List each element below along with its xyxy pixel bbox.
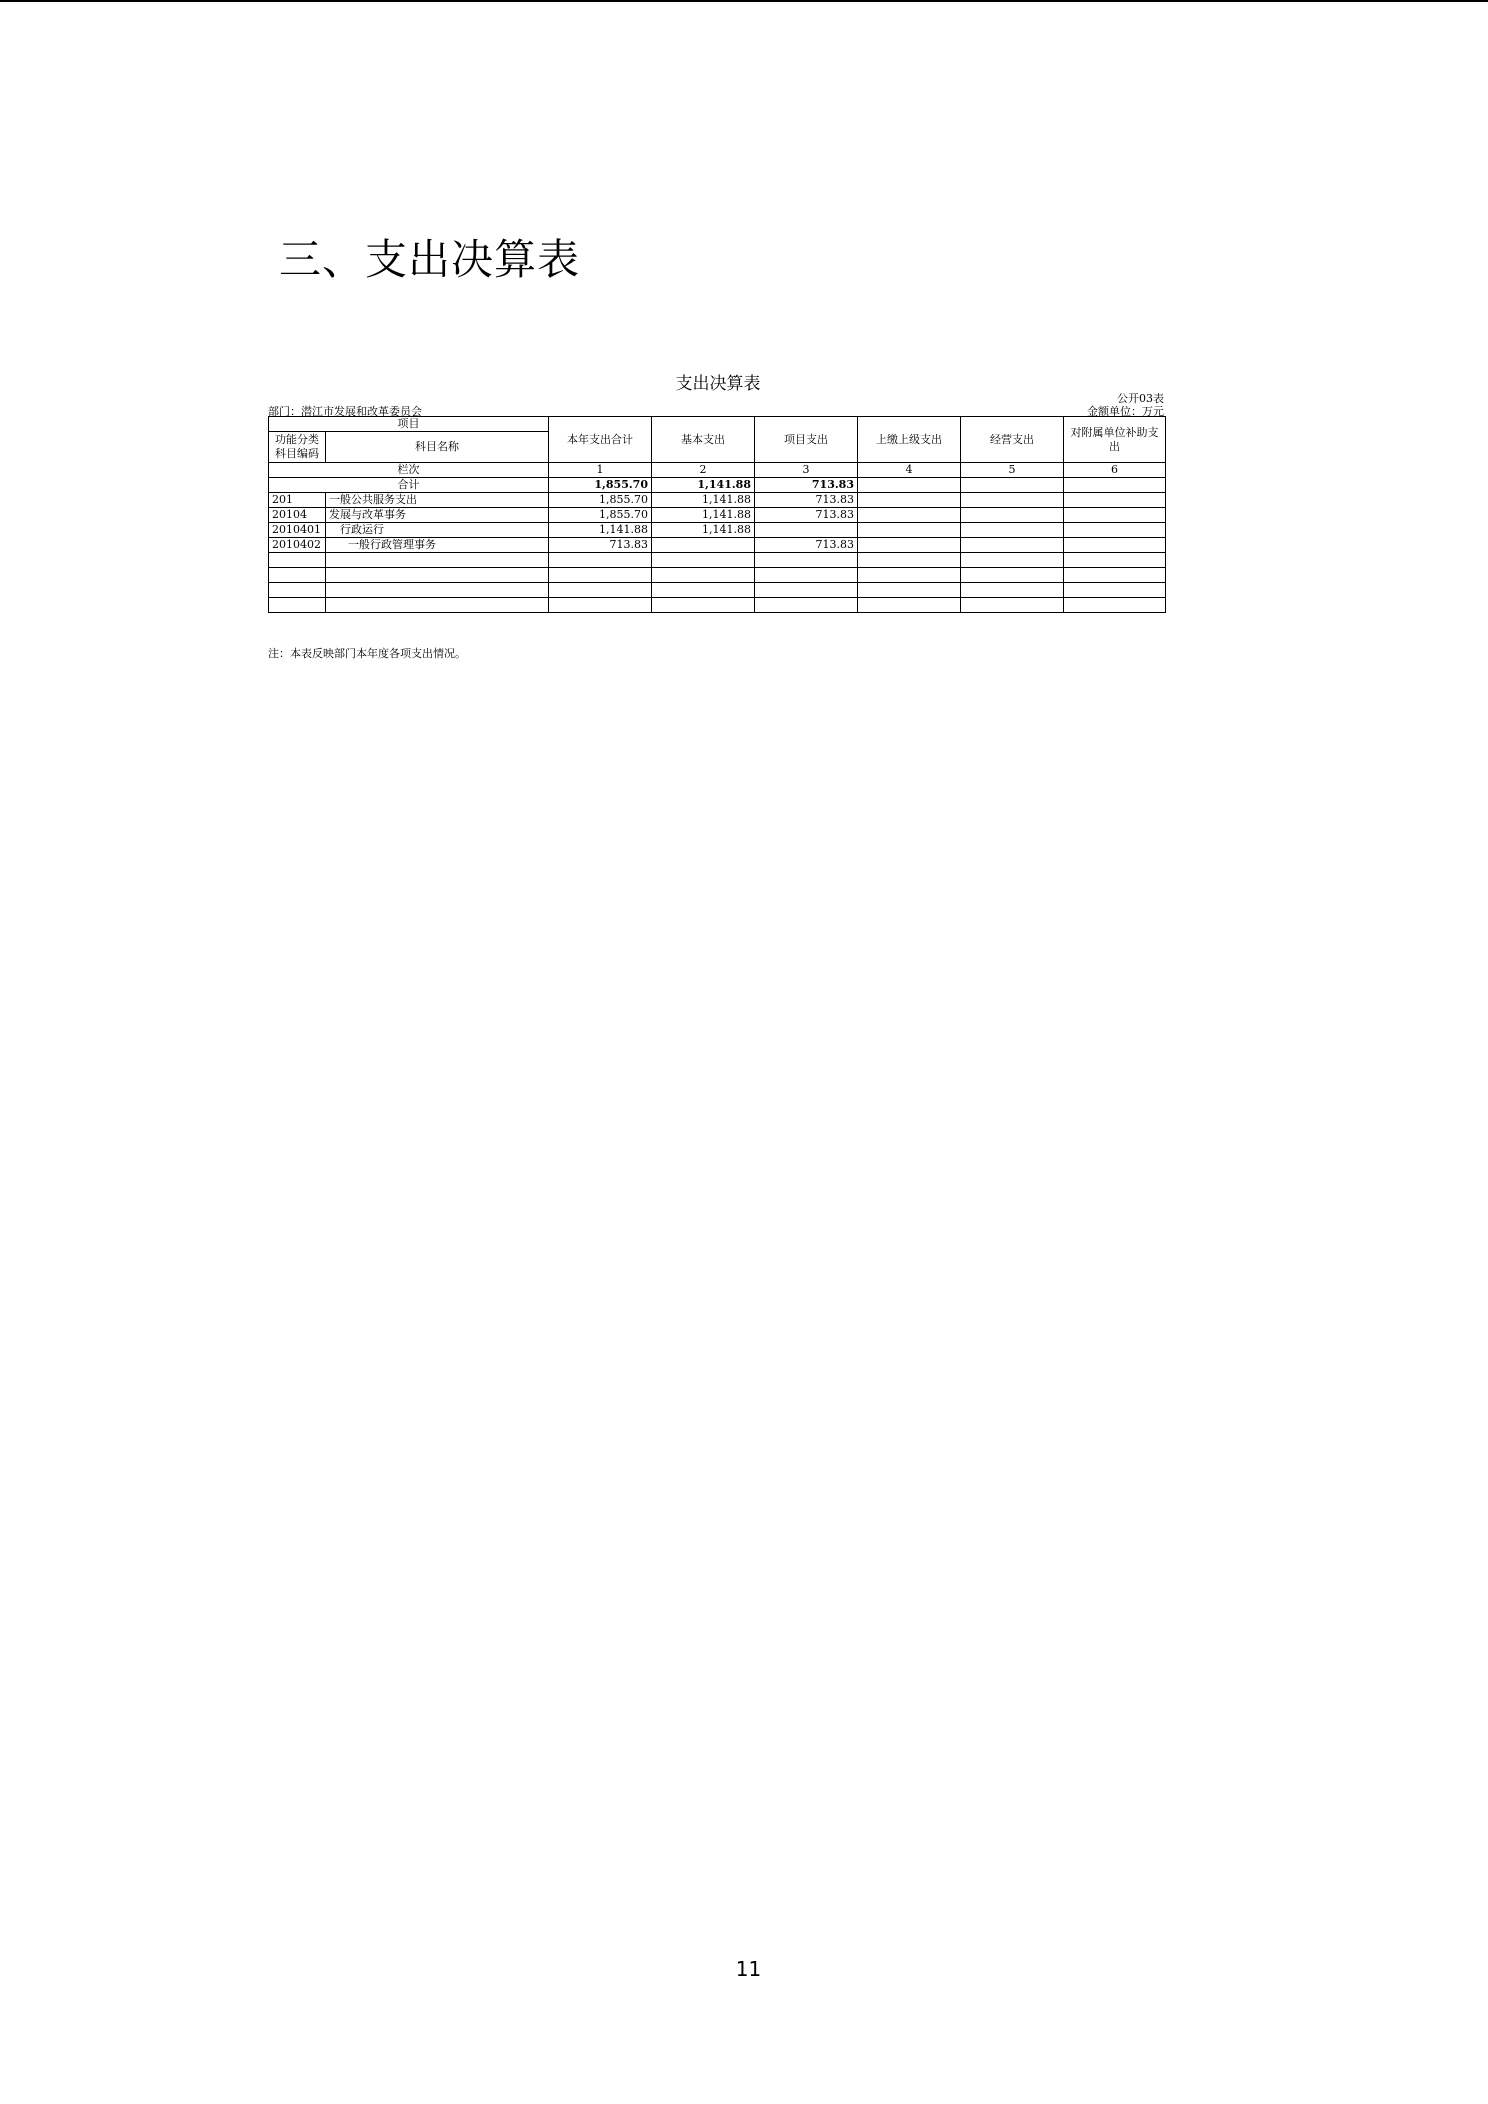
row-cell: 713.83 [755,508,858,523]
table-row [269,523,1166,538]
header-project: 项目 [269,417,549,432]
total-row [269,478,1166,493]
total-label: 合计 [269,478,549,493]
row-cell [1064,538,1166,553]
table-row [269,538,1166,553]
row-cell: 1,141.88 [652,493,755,508]
row-code: 2010401 [269,523,326,538]
table-title: 支出决算表 [675,374,761,394]
row-index-cell: 2 [652,463,755,478]
total-cell: 713.83 [755,478,858,493]
empty-row [269,583,1166,598]
header-project-expenditure: 项目支出 [755,417,858,463]
total-cell: 1,855.70 [549,478,652,493]
row-name: 发展与改革事务 [326,508,549,523]
row-cell [652,538,755,553]
row-cell: 1,855.70 [549,508,652,523]
page-number: 11 [735,1957,762,1981]
row-cell [961,493,1064,508]
section-heading: 三、支出决算表 [279,235,581,284]
total-cell [961,478,1064,493]
row-cell: 1,855.70 [549,493,652,508]
header-subject-name: 科目名称 [326,432,549,463]
table-row [269,508,1166,523]
row-cell [961,538,1064,553]
row-code: 20104 [269,508,326,523]
form-number: 公开03表 [1117,392,1164,405]
total-cell: 1,141.88 [652,478,755,493]
department-label: 部门：潜江市发展和改革委员会 [268,405,422,418]
header-subsidiary-subsidy: 对附属单位补助支出 [1064,417,1166,463]
amount-unit-label: 金额单位：万元 [1087,405,1164,418]
row-code: 201 [269,493,326,508]
table-note: 注：本表反映部门本年度各项支出情况。 [268,647,466,660]
row-index-cell: 5 [961,463,1064,478]
empty-row [269,568,1166,583]
header-function-code: 功能分类科目编码 [269,432,326,463]
row-cell: 1,141.88 [652,508,755,523]
row-name: 行政运行 [326,523,549,538]
row-cell: 1,141.88 [549,523,652,538]
row-index-cell: 3 [755,463,858,478]
empty-row [269,598,1166,613]
row-cell [1064,508,1166,523]
expenditure-table [268,416,1166,613]
row-cell [1064,523,1166,538]
row-index-label: 栏次 [269,463,549,478]
table-row [269,493,1166,508]
row-index-cell: 4 [858,463,961,478]
row-code: 2010402 [269,538,326,553]
row-name: 一般行政管理事务 [326,538,549,553]
total-cell [858,478,961,493]
header-remit-superior: 上缴上级支出 [858,417,961,463]
row-cell [858,508,961,523]
row-cell [755,523,858,538]
header-operating-expenditure: 经营支出 [961,417,1064,463]
row-cell [858,493,961,508]
row-cell: 713.83 [755,538,858,553]
row-index-cell: 1 [549,463,652,478]
empty-row [269,553,1166,568]
row-cell [858,538,961,553]
total-cell [1064,478,1166,493]
row-cell: 713.83 [755,493,858,508]
row-cell [961,508,1064,523]
row-index [269,463,1166,478]
row-cell [1064,493,1166,508]
row-cell: 1,141.88 [652,523,755,538]
header-total-expenditure: 本年支出合计 [549,417,652,463]
row-cell [961,523,1064,538]
header-basic-expenditure: 基本支出 [652,417,755,463]
row-cell [858,523,961,538]
row-name: 一般公共服务支出 [326,493,549,508]
row-index-cell: 6 [1064,463,1166,478]
row-cell: 713.83 [549,538,652,553]
